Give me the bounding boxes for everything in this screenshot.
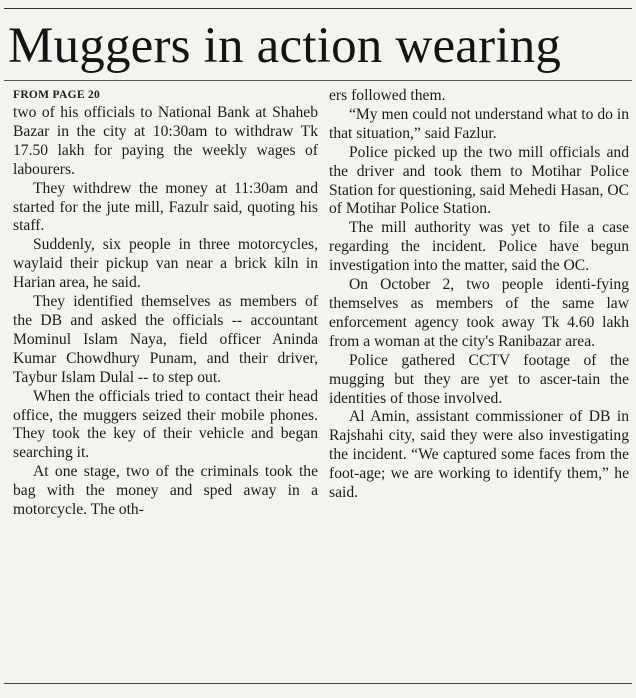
article-paragraph: Al Amin, assistant commissioner of DB in Rajshahi city, said they were also investigating the incident. “We captured some faces from the foot-age; we are working to identify them,” he said.: [329, 408, 629, 502]
top-rule: [4, 8, 632, 9]
article-paragraph: On October 2, two people identi-fying themselves as members of the same law enforcement agency took away Tk 4.60 lakh from a woman at the city's Ranibazar area.: [329, 276, 629, 350]
article-paragraph: The mill authority was yet to file a case regarding the incident. Police have begun investigation into the matter, said the OC.: [329, 219, 629, 275]
article-paragraph: When the officials tried to contact their head office, the muggers seized their mobile phones. They took the key of their vehicle and began searching it.: [13, 387, 318, 462]
article-paragraph: Suddenly, six people in three motorcycles, waylaid their pickup van near a brick kiln in Harian area, he said.: [13, 236, 318, 292]
bottom-rule: [4, 683, 632, 684]
from-page-label: FROM PAGE 20: [13, 89, 101, 101]
headline: Muggers in action wearing: [8, 18, 562, 74]
article-paragraph: two of his officials to National Bank at Shaheb Bazar in the city at 10:30am to withdraw Tk 17.50 lakh for paying the weekly wages of labourers.: [13, 104, 318, 178]
article-paragraph: “My men could not understand what to do in that situation,” said Fazlur.: [329, 105, 629, 142]
article-paragraph: Police picked up the two mill officials and the driver and took them to Motihar Police Station for questioning, said Mehedi Hasan, OC of Motihar Police Station.: [329, 143, 629, 218]
article-paragraph: Police gathered CCTV footage of the mugging but they are yet to ascer-tain the identities of those involved.: [329, 351, 629, 407]
article-paragraph: They withdrew the money at 11:30am and started for the jute mill, Fazulr said, quoting his staff.: [13, 179, 318, 235]
article-paragraph: ers followed them.: [329, 87, 446, 104]
article-paragraph: They identified themselves as members of the DB and asked the officials -- accountant Mominul Islam Naya, field officer Aninda Kumar Chowdhury Punam, and their driver, Taybur Islam Dulal -- to step out.: [13, 293, 318, 386]
headline-rule: [4, 80, 632, 81]
article-paragraph: At one stage, two of the criminals took the bag with the money and sped away in a motorcycle. The oth-: [13, 463, 318, 519]
article-column-left: [13, 87, 318, 520]
article-column-right: [329, 87, 629, 503]
